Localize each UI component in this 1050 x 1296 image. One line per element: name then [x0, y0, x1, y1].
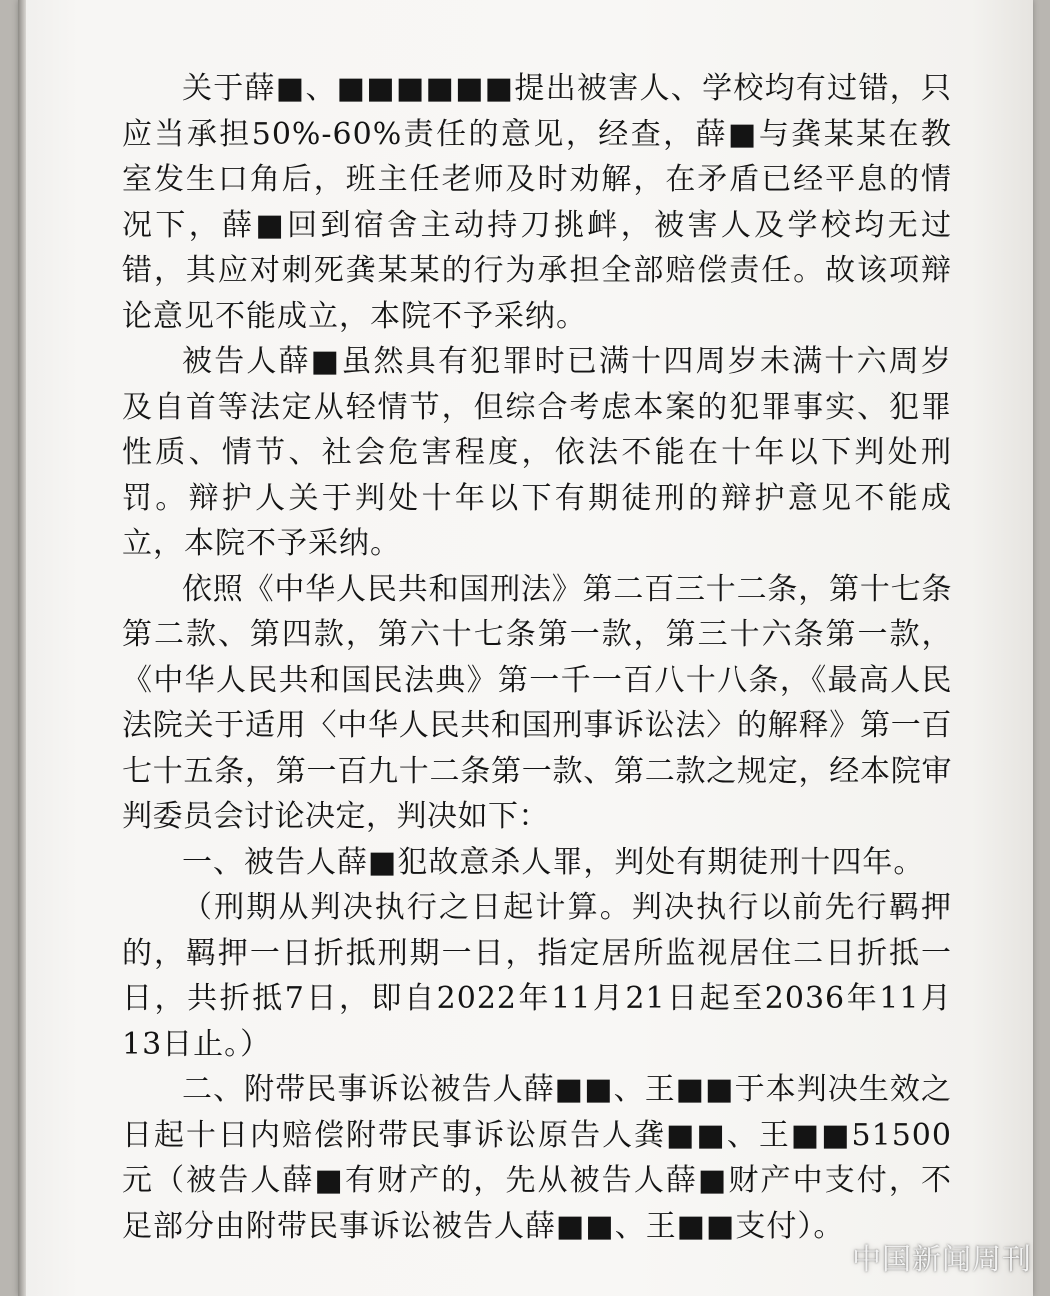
paragraph-2: 被告人薛■虽然具有犯罪时已满十四周岁未满十六周岁及自首等法定从轻情节，但综合考虑本案的犯罪事实、犯罪性质、情节、社会危害程度，依法不能在十年以下判处刑罚。辩护人关于判处十年以下有期徒刑的辩护意见不能成立，本院不予采纳。: [122, 344, 952, 561]
document-body: [122, 66, 952, 1249]
paragraph-6: 二、附带民事诉讼被告人薛■■、王■■于本判决生效之日起十日内赔偿附带民事诉讼原告人龚■■、王■■51500元（被告人薛■有财产的，先从被告人薛■财产中支付，不足部分由附带民事诉讼被告人薛■■、王■■支付）。: [122, 1072, 952, 1244]
paragraph-5: （刑期从判决执行之日起计算。判决执行以前先行羁押的，羁押一日折抵刑期一日，指定居所监视居住二日折抵一日，共折抵7日，即自2022年11月21日起至2036年11月13日止。）: [122, 890, 952, 1062]
paper-edge: [18, 0, 26, 1296]
watermark: 中国新闻周刊: [851, 1242, 1032, 1276]
paragraph-4: 一、被告人薛■犯故意杀人罪，判处有期徒刑十四年。: [182, 844, 925, 880]
document-page: [18, 0, 1033, 1296]
paragraph-1: 关于薛■、■■■■■■提出被害人、学校均有过错，只应当承担50%-60%责任的意见，经查，薛■与龚某某在教室发生口角后，班主任老师及时劝解，在矛盾已经平息的情况下，薛■回到宿舍主动持刀挑衅，被害人及学校均无过错，其应对刺死龚某某的行为承担全部赔偿责任。故该项辩论意见不能成立，本院不予采纳。: [122, 71, 952, 334]
paragraph-3: 依照《中华人民共和国刑法》第二百三十二条，第十七条第二款、第四款，第六十七条第一款，第三十六条第一款，《中华人民共和国民法典》第一千一百八十八条，《最高人民法院关于适用〈中华人民共和国刑事诉讼法〉的解释》第一百七十五条，第一百九十二条第一款、第二款之规定，经本院审判委员会讨论决定，判决如下：: [122, 571, 952, 834]
